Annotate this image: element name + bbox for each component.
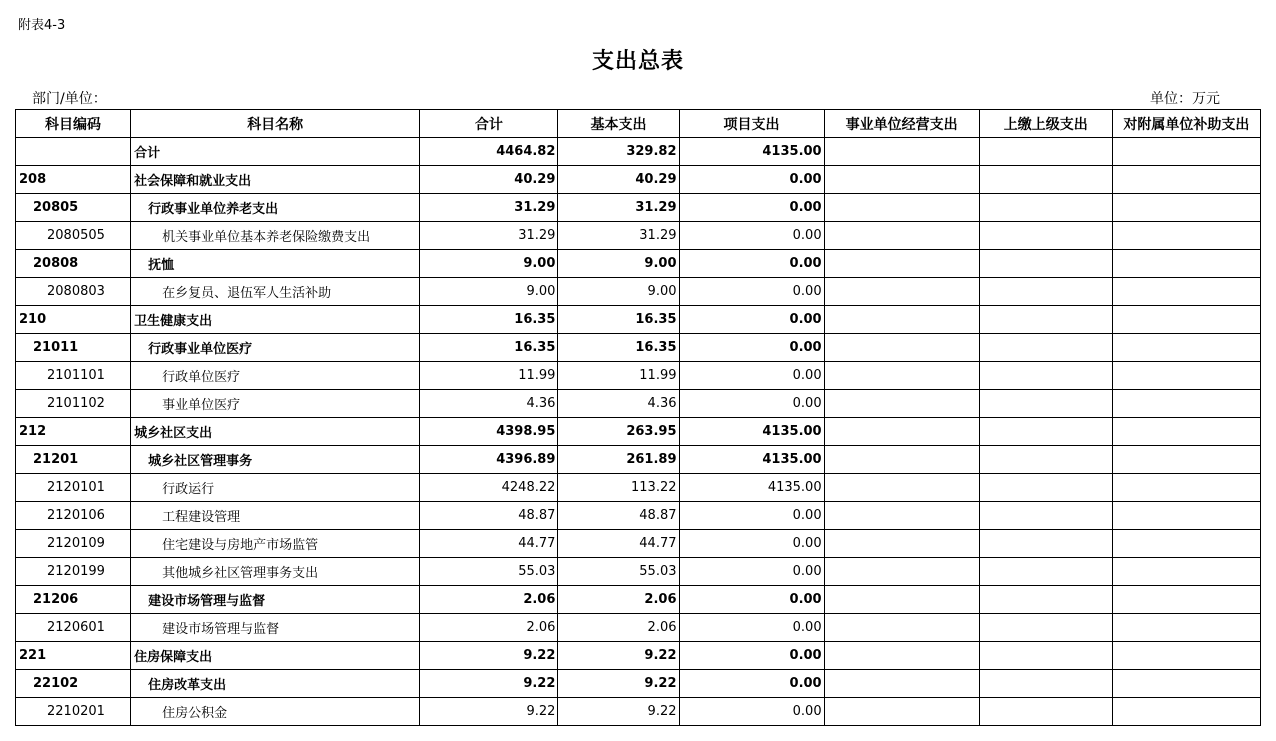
cell-project: 0.00: [679, 530, 824, 558]
cell-upper: [979, 278, 1112, 306]
table-row: [16, 278, 1261, 306]
cell-subsidy: [1112, 642, 1260, 670]
cell-code: 2120109: [16, 530, 131, 558]
header-subsidy: 对附属单位补助支出: [1112, 110, 1260, 138]
unit-label: 单位：万元: [1150, 91, 1220, 107]
table-row: [16, 558, 1261, 586]
cell-project: 0.00: [679, 586, 824, 614]
cell-name: 机关事业单位基本养老保险缴费支出: [131, 222, 420, 250]
cell-name: 行政事业单位医疗: [131, 334, 420, 362]
cell-code: 21201: [16, 446, 131, 474]
cell-upper: [979, 474, 1112, 502]
table-row: [16, 530, 1261, 558]
table-row: [16, 474, 1261, 502]
table-row: [16, 390, 1261, 418]
cell-subsidy: [1112, 334, 1260, 362]
cell-business: [824, 166, 979, 194]
cell-business: [824, 250, 979, 278]
cell-code: 2120601: [16, 614, 131, 642]
cell-project: 4135.00: [679, 418, 824, 446]
cell-project: 0.00: [679, 558, 824, 586]
cell-business: [824, 138, 979, 166]
cell-upper: [979, 194, 1112, 222]
header-code: 科目编码: [16, 110, 131, 138]
cell-basic: 31.29: [558, 194, 679, 222]
cell-name: 行政事业单位养老支出: [131, 194, 420, 222]
cell-business: [824, 558, 979, 586]
cell-total: 48.87: [420, 502, 558, 530]
cell-project: 0.00: [679, 698, 824, 726]
cell-basic: 9.22: [558, 642, 679, 670]
cell-name: 住房保障支出: [131, 642, 420, 670]
cell-total: 9.00: [420, 250, 558, 278]
cell-name: 建设市场管理与监督: [131, 614, 420, 642]
cell-project: 0.00: [679, 194, 824, 222]
table-row: [16, 138, 1261, 166]
cell-code: 212: [16, 418, 131, 446]
department-label: 部门/单位：: [32, 91, 107, 107]
cell-basic: 261.89: [558, 446, 679, 474]
cell-total: 31.29: [420, 222, 558, 250]
cell-upper: [979, 614, 1112, 642]
cell-basic: 329.82: [558, 138, 679, 166]
cell-code: 2210201: [16, 698, 131, 726]
cell-project: 0.00: [679, 642, 824, 670]
cell-subsidy: [1112, 390, 1260, 418]
cell-total: 16.35: [420, 306, 558, 334]
cell-project: 0.00: [679, 334, 824, 362]
table-row: [16, 334, 1261, 362]
cell-project: 0.00: [679, 502, 824, 530]
cell-name: 事业单位医疗: [131, 390, 420, 418]
cell-name: 住房公积金: [131, 698, 420, 726]
table-row: [16, 222, 1261, 250]
cell-subsidy: [1112, 446, 1260, 474]
cell-code: 210: [16, 306, 131, 334]
cell-subsidy: [1112, 138, 1260, 166]
cell-total: 4.36: [420, 390, 558, 418]
cell-basic: 113.22: [558, 474, 679, 502]
cell-code: 2120199: [16, 558, 131, 586]
cell-name: 卫生健康支出: [131, 306, 420, 334]
cell-total: 4398.95: [420, 418, 558, 446]
table-row: [16, 194, 1261, 222]
table-body: [16, 138, 1261, 726]
cell-business: [824, 670, 979, 698]
cell-business: [824, 474, 979, 502]
cell-total: 2.06: [420, 614, 558, 642]
cell-subsidy: [1112, 418, 1260, 446]
table-row: [16, 166, 1261, 194]
cell-code: 21011: [16, 334, 131, 362]
cell-upper: [979, 558, 1112, 586]
table-row: [16, 698, 1261, 726]
cell-business: [824, 502, 979, 530]
cell-basic: 263.95: [558, 418, 679, 446]
cell-business: [824, 530, 979, 558]
cell-name: 建设市场管理与监督: [131, 586, 420, 614]
cell-name: 合计: [131, 138, 420, 166]
cell-business: [824, 194, 979, 222]
cell-subsidy: [1112, 614, 1260, 642]
attachment-label: 附表4-3: [18, 18, 66, 33]
header-project: 项目支出: [679, 110, 824, 138]
cell-name: 城乡社区管理事务: [131, 446, 420, 474]
cell-upper: [979, 138, 1112, 166]
cell-name: 其他城乡社区管理事务支出: [131, 558, 420, 586]
cell-upper: [979, 670, 1112, 698]
table-row: [16, 306, 1261, 334]
table-row: [16, 418, 1261, 446]
cell-code: 20805: [16, 194, 131, 222]
cell-code: 2080803: [16, 278, 131, 306]
cell-project: 0.00: [679, 250, 824, 278]
cell-upper: [979, 530, 1112, 558]
cell-code: 2101102: [16, 390, 131, 418]
cell-subsidy: [1112, 222, 1260, 250]
cell-total: 55.03: [420, 558, 558, 586]
cell-name: 行政单位医疗: [131, 362, 420, 390]
cell-basic: 40.29: [558, 166, 679, 194]
cell-upper: [979, 306, 1112, 334]
header-business: 事业单位经营支出: [824, 110, 979, 138]
cell-basic: 2.06: [558, 586, 679, 614]
cell-basic: 9.22: [558, 698, 679, 726]
table-row: [16, 362, 1261, 390]
cell-upper: [979, 586, 1112, 614]
cell-code: [16, 138, 131, 166]
cell-total: 4248.22: [420, 474, 558, 502]
cell-total: 9.00: [420, 278, 558, 306]
cell-project: 4135.00: [679, 474, 824, 502]
cell-name: 住房改革支出: [131, 670, 420, 698]
cell-basic: 16.35: [558, 334, 679, 362]
header-row: [16, 110, 1261, 138]
cell-upper: [979, 362, 1112, 390]
cell-business: [824, 334, 979, 362]
cell-upper: [979, 222, 1112, 250]
cell-subsidy: [1112, 362, 1260, 390]
cell-name: 社会保障和就业支出: [131, 166, 420, 194]
cell-project: 0.00: [679, 278, 824, 306]
cell-project: 0.00: [679, 306, 824, 334]
cell-name: 住宅建设与房地产市场监管: [131, 530, 420, 558]
cell-total: 16.35: [420, 334, 558, 362]
cell-project: 0.00: [679, 390, 824, 418]
cell-business: [824, 306, 979, 334]
cell-basic: 31.29: [558, 222, 679, 250]
cell-name: 工程建设管理: [131, 502, 420, 530]
cell-total: 9.22: [420, 670, 558, 698]
cell-basic: 11.99: [558, 362, 679, 390]
table-row: [16, 250, 1261, 278]
header-upper: 上缴上级支出: [979, 110, 1112, 138]
cell-upper: [979, 446, 1112, 474]
cell-name: 城乡社区支出: [131, 418, 420, 446]
cell-upper: [979, 166, 1112, 194]
cell-upper: [979, 250, 1112, 278]
cell-total: 11.99: [420, 362, 558, 390]
cell-subsidy: [1112, 166, 1260, 194]
table-row: [16, 614, 1261, 642]
cell-subsidy: [1112, 194, 1260, 222]
cell-business: [824, 586, 979, 614]
table-row: [16, 586, 1261, 614]
cell-total: 40.29: [420, 166, 558, 194]
cell-project: 4135.00: [679, 446, 824, 474]
cell-code: 2120106: [16, 502, 131, 530]
cell-upper: [979, 502, 1112, 530]
cell-code: 2120101: [16, 474, 131, 502]
cell-basic: 16.35: [558, 306, 679, 334]
cell-project: 0.00: [679, 222, 824, 250]
cell-subsidy: [1112, 530, 1260, 558]
cell-business: [824, 390, 979, 418]
cell-subsidy: [1112, 670, 1260, 698]
cell-upper: [979, 334, 1112, 362]
cell-code: 20808: [16, 250, 131, 278]
cell-basic: 4.36: [558, 390, 679, 418]
cell-upper: [979, 642, 1112, 670]
cell-subsidy: [1112, 306, 1260, 334]
cell-upper: [979, 698, 1112, 726]
cell-business: [824, 278, 979, 306]
cell-name: 行政运行: [131, 474, 420, 502]
table-row: [16, 502, 1261, 530]
cell-basic: 9.00: [558, 250, 679, 278]
cell-basic: 48.87: [558, 502, 679, 530]
cell-code: 22102: [16, 670, 131, 698]
cell-total: 44.77: [420, 530, 558, 558]
cell-subsidy: [1112, 474, 1260, 502]
cell-subsidy: [1112, 502, 1260, 530]
cell-project: 0.00: [679, 614, 824, 642]
expenditure-table: [15, 109, 1261, 726]
cell-total: 9.22: [420, 698, 558, 726]
cell-subsidy: [1112, 250, 1260, 278]
table-row: [16, 670, 1261, 698]
table-row: [16, 642, 1261, 670]
cell-code: 221: [16, 642, 131, 670]
header-name: 科目名称: [131, 110, 420, 138]
cell-business: [824, 418, 979, 446]
table-row: [16, 446, 1261, 474]
cell-business: [824, 446, 979, 474]
cell-total: 2.06: [420, 586, 558, 614]
cell-total: 4464.82: [420, 138, 558, 166]
cell-project: 0.00: [679, 670, 824, 698]
cell-subsidy: [1112, 698, 1260, 726]
cell-project: 4135.00: [679, 138, 824, 166]
cell-code: 2101101: [16, 362, 131, 390]
cell-business: [824, 222, 979, 250]
cell-basic: 55.03: [558, 558, 679, 586]
cell-project: 0.00: [679, 362, 824, 390]
cell-upper: [979, 418, 1112, 446]
cell-total: 9.22: [420, 642, 558, 670]
cell-code: 208: [16, 166, 131, 194]
cell-subsidy: [1112, 558, 1260, 586]
cell-business: [824, 642, 979, 670]
cell-basic: 9.22: [558, 670, 679, 698]
page-title: 支出总表: [591, 49, 684, 74]
cell-basic: 9.00: [558, 278, 679, 306]
cell-business: [824, 698, 979, 726]
cell-business: [824, 614, 979, 642]
cell-name: 抚恤: [131, 250, 420, 278]
cell-business: [824, 362, 979, 390]
cell-code: 2080505: [16, 222, 131, 250]
cell-total: 4396.89: [420, 446, 558, 474]
cell-name: 在乡复员、退伍军人生活补助: [131, 278, 420, 306]
cell-code: 21206: [16, 586, 131, 614]
cell-total: 31.29: [420, 194, 558, 222]
cell-basic: 44.77: [558, 530, 679, 558]
cell-upper: [979, 390, 1112, 418]
cell-subsidy: [1112, 586, 1260, 614]
header-total: 合计: [420, 110, 558, 138]
header-basic: 基本支出: [558, 110, 679, 138]
cell-basic: 2.06: [558, 614, 679, 642]
cell-subsidy: [1112, 278, 1260, 306]
cell-project: 0.00: [679, 166, 824, 194]
